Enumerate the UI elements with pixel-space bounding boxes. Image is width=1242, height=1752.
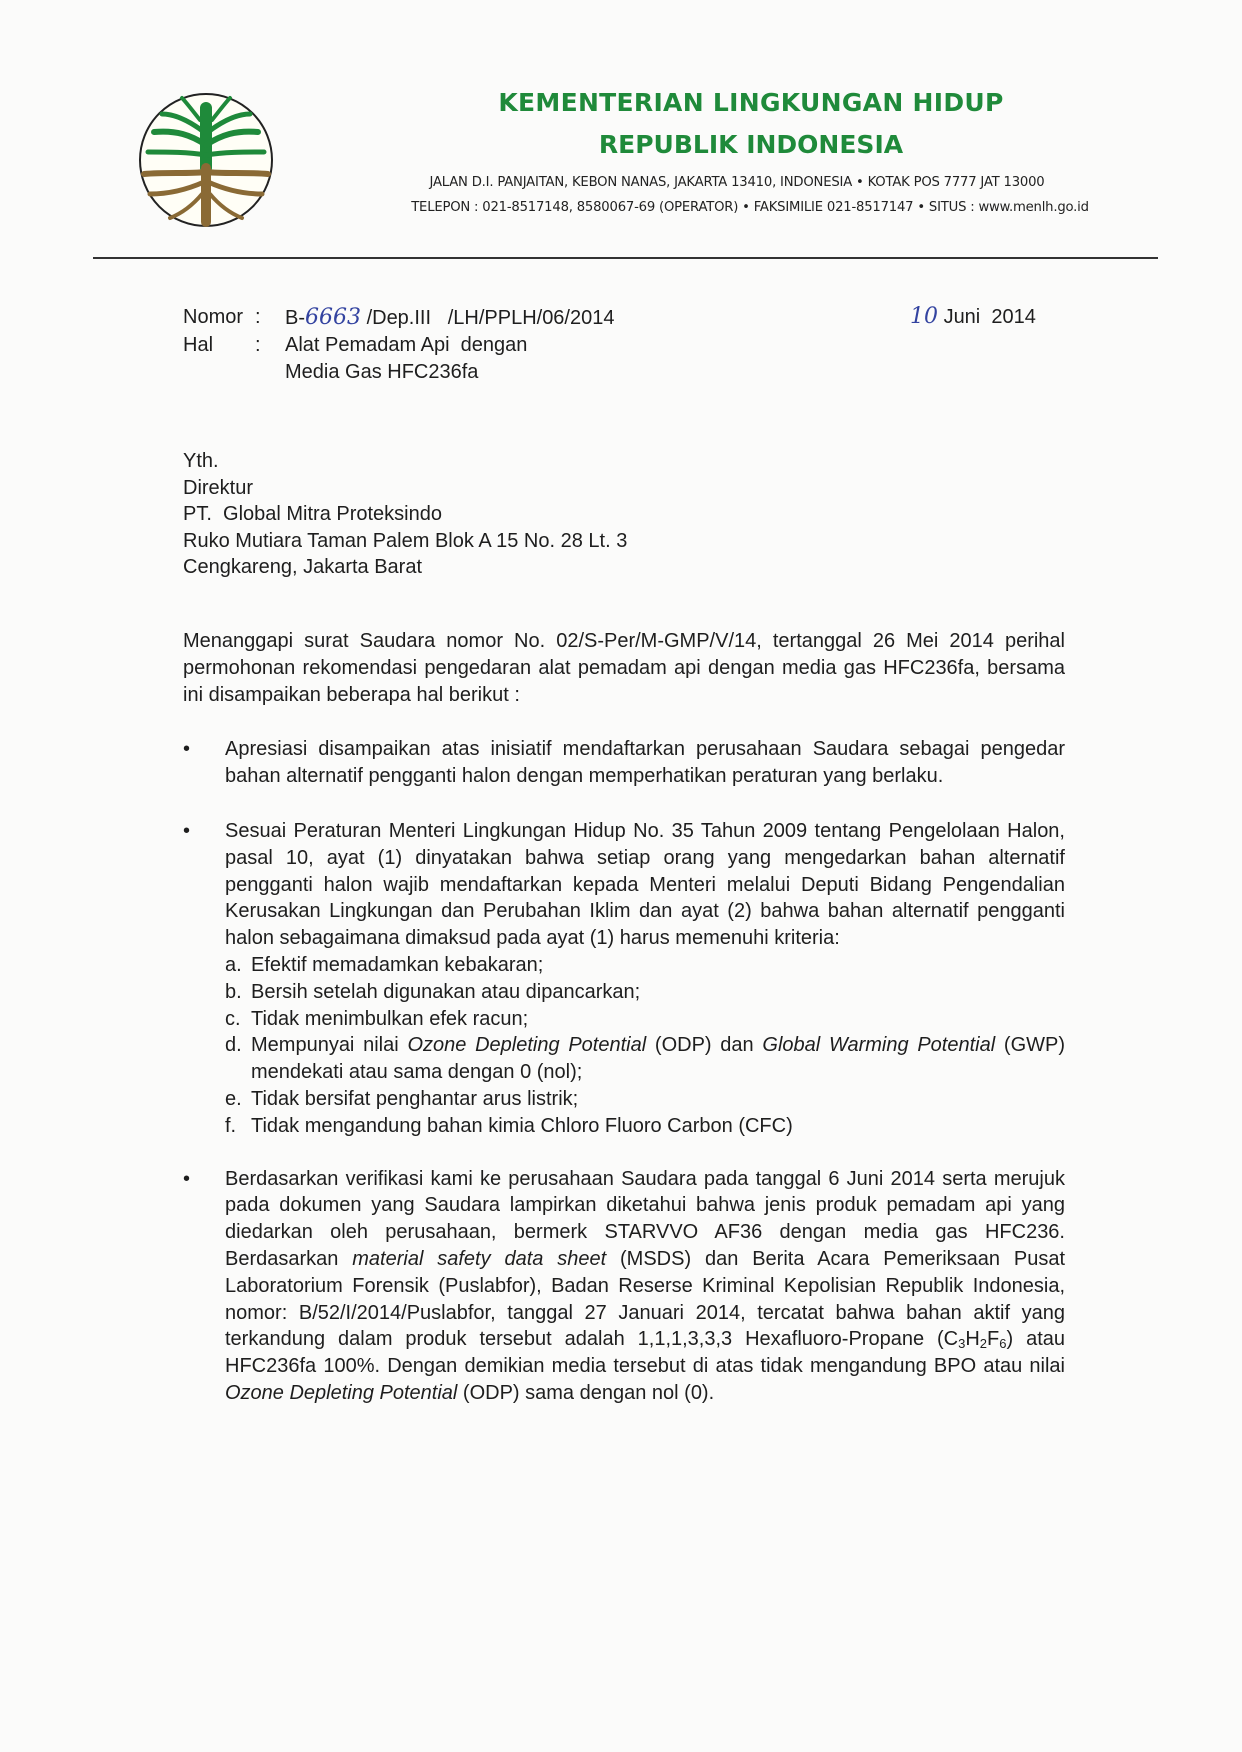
address-line: JALAN D.I. PANJAITAN, KEBON NANAS, JAKARTA 13410, INDONESIA • KOTAK POS 7777 JAT 13000 — [429, 175, 1045, 190]
criteria-list — [225, 952, 1065, 1140]
hal-row-2 — [183, 359, 614, 386]
bullet-text: Sesuai Peraturan Menteri Lingkungan Hidup No. 35 Tahun 2009 tentang Pengelolaan Halon, pasal 10, ayat (1) dinyatakan bahwa setiap orang yang mengedarkan bahan alternatif pengganti halon wajib mendaftarkan kepada Menteri melalui Deputi Bidang Pengendalian Kerusakan Lingkungan dan Perubahan Iklim dan ayat (2) bahwa bahan alternatif pengganti halon sebagaimana dimaksud pada ayat (1) harus memenuhi kriteria: — [225, 819, 1065, 950]
country-name: REPUBLIK INDONESIA — [598, 130, 904, 159]
criteria-item: b. Bersih setelah digunakan atau dipancarkan; — [225, 980, 641, 1003]
criteria-item: a. Efektif memadamkan kebakaran; — [225, 953, 544, 976]
bullet-text: Apresiasi disampaikan atas inisiatif mendaftarkan perusahaan Saudara sebagai pengedar bahan alternatif pengganti halon dengan memperhatikan peraturan yang berlaku. — [225, 738, 1065, 788]
recipient-line: PT. Global Mitra Proteksindo — [183, 503, 442, 525]
letter-meta — [183, 304, 614, 386]
date-rest: Juni 2014 — [943, 306, 1036, 328]
bullet-icon: • — [183, 738, 191, 761]
bullet-icon: • — [183, 1167, 191, 1190]
bullet-item — [183, 1166, 1065, 1407]
recipient-line: Yth. — [183, 450, 219, 472]
hal-line1: Alat Pemadam Api dengan — [285, 334, 528, 356]
criteria-item: d. Mempunyai nilai Ozone Depleting Potential (ODP) dan Global Warming Potential (GWP) mendekati atau sama dengan 0 (nol); — [225, 1034, 1066, 1084]
nomor-row — [183, 304, 614, 332]
nomor-handwritten: 6663 — [305, 305, 361, 330]
bullet-text: Berdasarkan verifikasi kami ke perusahaan Saudara pada tanggal 6 Juni 2014 serta merujuk pada dokumen yang Saudara lampirkan diketahui bahwa jenis produk pemadam api yang diedarkan oleh perusahaan, bermerk STARVVO AF36 dengan media gas HFC236. Berdasarkan material safety data sheet (MSDS) dan Berita Acara Pemeriksaan Pusat Laboratorium Forensik (Puslabfor), Badan Reserse Kriminal Kepolisian Republik Indonesia, nomor: B/52/I/2014/Puslabfor, tanggal 27 Januari 2014, tercatat bahwa bahan aktif yang terkandung dalam produk tersebut adalah 1,1,1,3,3,3 Hexafluoro-Propane $(C_3H_2F_6)$ atau HFC236fa 100%. Dengan demikian media tersebut di atas tidak mengandung BPO atau nilai Ozone Depleting Potential (ODP) sama dengan nol (0). — [225, 1167, 1066, 1404]
colon: : — [255, 306, 261, 328]
nomor-suffix: /Dep.III /LH/PPLH/06/2014 — [366, 307, 615, 329]
recipient-line: Ruko Mutiara Taman Palem Blok A 15 No. 28 Lt. 3 — [183, 529, 628, 552]
bullet-item — [183, 818, 1065, 1140]
recipient-line: Direktur — [183, 476, 254, 499]
letterhead — [290, 88, 1160, 215]
criteria-item: c. Tidak menimbulkan efek racun; — [225, 1007, 529, 1030]
colon: : — [255, 334, 261, 356]
nomor-value — [285, 304, 614, 332]
letter-body — [183, 628, 1065, 1407]
bullet-icon: • — [183, 819, 191, 842]
letter-date — [910, 304, 1036, 329]
nomor-prefix: B- — [285, 307, 305, 329]
recipient-block — [183, 448, 627, 581]
recipient-line: Cengkareng, Jakarta Barat — [183, 556, 423, 578]
criteria-item: e. Tidak bersifat penghantar arus listrik; — [225, 1087, 579, 1110]
intro-paragraph: Menanggapi surat Saudara nomor No. 02/S-Per/M-GMP/V/14, tertanggal 26 Mei 2014 perihal permohonan rekomendasi pengedaran alat pemadam api dengan media gas HFC236fa, bersama ini disampaikan beberapa hal berikut : — [183, 630, 1065, 706]
criteria-item: f. Tidak mengandung bahan kimia Chloro Fluoro Carbon (CFC) — [225, 1114, 793, 1137]
bullet-item — [183, 736, 1065, 790]
letterhead-divider — [93, 257, 1158, 259]
hal-row — [183, 332, 614, 359]
hal-line2: Media Gas HFC236fa — [285, 361, 479, 383]
contact-line: TELEPON : 021-8517148, 8580067-69 (OPERATOR) • FAKSIMILIE 021-8517147 • SITUS : www.menlh.go.id — [411, 200, 1089, 215]
nomor-label: Nomor — [183, 306, 244, 328]
hal-label: Hal — [183, 334, 214, 356]
ministry-name: KEMENTERIAN LINGKUNGAN HIDUP — [498, 88, 1004, 117]
date-handwritten: 10 — [910, 304, 938, 329]
tree-roots-emblem-icon — [136, 90, 276, 230]
